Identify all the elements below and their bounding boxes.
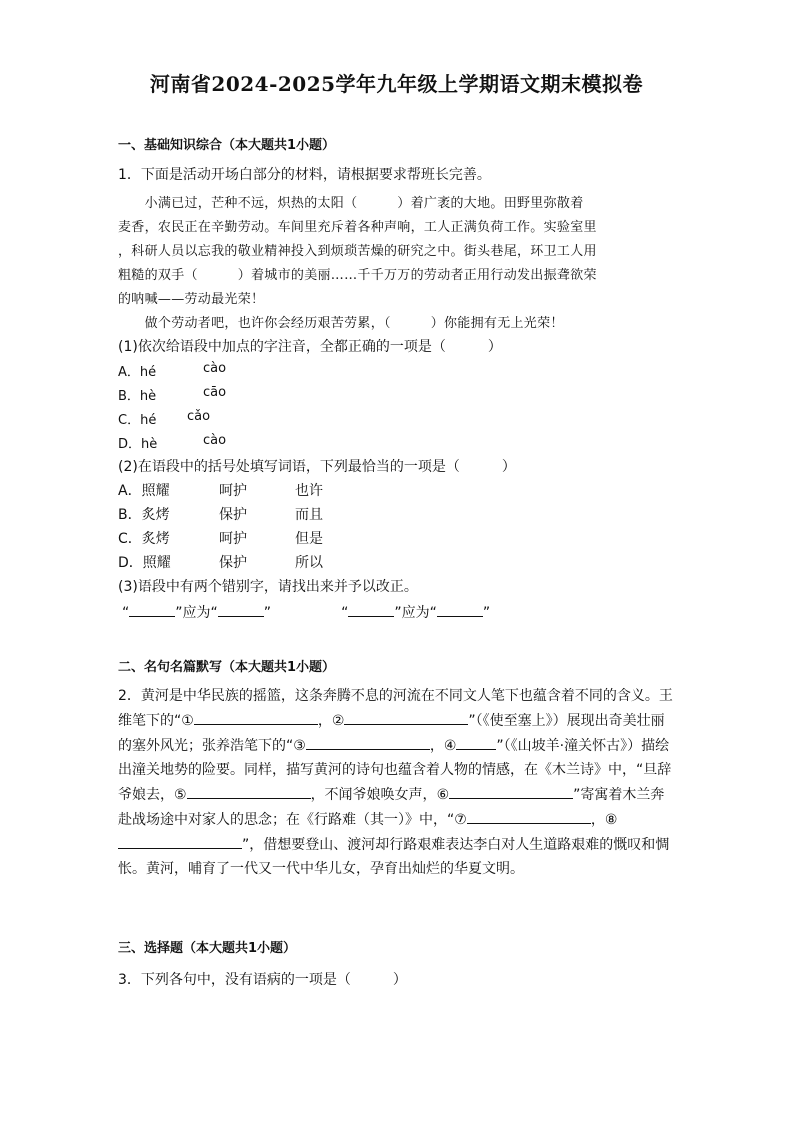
option-label: B．hè [118, 389, 157, 404]
question-1-stem: 1．下面是活动开场白部分的材料，请根据要求帮班长完善。 [118, 167, 491, 183]
recitation-blank-3[interactable] [306, 733, 430, 750]
passage-line: 麦香，农民正在辛勤劳动。车间里充斥着各种声响，工人正满负荷工作。实验室里 [118, 220, 597, 235]
wrong-char-blank-2[interactable] [348, 600, 394, 617]
page-title: 河南省2024-2025学年九年级上学期语文期末模拟卷 [149, 72, 644, 96]
correct-char-blank-1[interactable] [218, 600, 264, 617]
recitation-blank-1[interactable] [194, 708, 318, 725]
option-label: B．炙烤 [118, 507, 170, 523]
option-word: 而且 [295, 507, 323, 523]
option-label: C．炙烤 [118, 531, 170, 547]
option-label: D．hè [118, 437, 158, 452]
option-word: 呵护 [219, 483, 247, 499]
recitation-blank-6[interactable] [449, 782, 573, 799]
option-value: cào [203, 433, 227, 448]
option-value: cǎo [187, 409, 211, 424]
recitation-blank-8[interactable] [118, 832, 242, 849]
recitation-blank-7[interactable] [467, 807, 591, 824]
section-heading-1: 一、基础知识综合（本大题共1小题） [118, 138, 336, 153]
option-word: 保护 [219, 507, 247, 523]
option-label: A．照耀 [118, 483, 170, 499]
recitation-blank-4[interactable] [456, 733, 496, 750]
option-word: 但是 [295, 531, 323, 547]
correction-blanks: “ ”应为“ ” “ ”应为“ ” [122, 600, 490, 622]
section-heading-2: 二、名句名篇默写（本大题共1小题） [118, 660, 336, 675]
option-word: 保护 [219, 555, 247, 571]
option-word: 所以 [295, 555, 323, 571]
correct-char-blank-2[interactable] [437, 600, 483, 617]
option-value: cào [203, 361, 227, 376]
option-word: 呵护 [219, 531, 247, 547]
question-2-text: 2．黄河是中华民族的摇篮，这条奔腾不息的河流在不同文人笔下也蕴含着不同的含义。王维笔下的“① ，② ”（《使至塞上》）展现出奇美壮丽的塞外风光；张养浩笔下的“③ ，④ ”（《山坡羊·潼关怀古》）描绘出潼关地势的险要。同样，描写黄河的诗句也蕴含着人物的情感，在《木兰诗》中，“旦辞爷娘去，⑤ ，不闻爷娘唤女声，⑥ ”寄寓着木兰奔赴战场途中对家人的思念；在《行路难（其一）》中，“⑦ ，⑧”，借想要登山、渡河却行路艰难表达李白对人生道路艰难的慨叹和惆怅。黄河，哺育了一代又一代中华儿女，孕育出灿烂的华夏文明。 [118, 688, 673, 877]
question-3-stem: 3．下列各句中，没有语病的一项是（ ） [118, 972, 407, 988]
passage-line: 小满已过，芒种不远，炽热的太阳（ ）着广袤的大地。田野里弥散着 [118, 196, 584, 211]
recitation-blank-2[interactable] [344, 708, 468, 725]
option-label: C．hé [118, 413, 157, 428]
passage-line: 做个劳动者吧，也许你会经历艰苦劳累，（ ）你能拥有无上光荣！ [118, 316, 564, 331]
option-label: A．hé [118, 365, 157, 380]
passage-line: 的呐喊——劳动最光荣！ [118, 292, 265, 307]
section-heading-3: 三、选择题（本大题共1小题） [118, 941, 297, 956]
sub-question-2-stem: (2)在语段中的括号处填写词语，下列最恰当的一项是（ ） [118, 459, 516, 475]
option-word: 也许 [295, 483, 323, 499]
sub-question-1-stem: (1)依次给语段中加点的字注音，全都正确的一项是（ ） [118, 339, 502, 355]
recitation-blank-5[interactable] [187, 782, 311, 799]
sub-question-3-stem: (3)语段中有两个错别字，请找出来并予以改正。 [118, 579, 418, 595]
passage-line: 粗糙的双手（ ）着城市的美丽……千千万万的劳动者正用行动发出振聋欲荣 [118, 268, 597, 283]
option-value: cāo [203, 385, 227, 400]
passage-line: ，科研人员以忘我的敬业精神投入到烦琐苦燥的研究之中。街头巷尾，环卫工人用 [118, 244, 597, 259]
option-label: D．照耀 [118, 555, 171, 571]
wrong-char-blank-1[interactable] [129, 600, 175, 617]
